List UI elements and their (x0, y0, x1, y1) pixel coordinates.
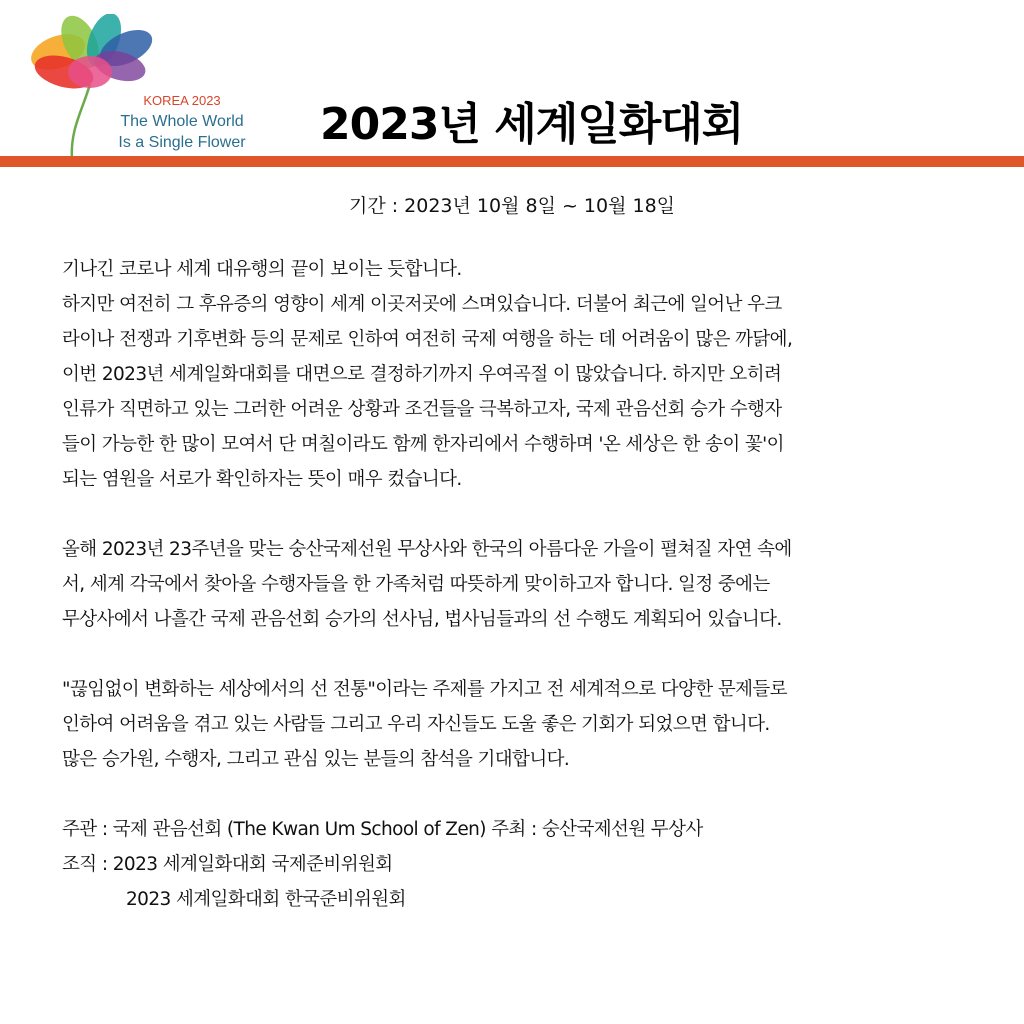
header-divider (0, 156, 1024, 167)
text-line: 기나긴 코로나 세계 대유행의 끝이 보이는 듯합니다. (62, 259, 462, 280)
text-line: 들이 가능한 한 많이 모여서 단 며칠이라도 함께 한자리에서 수행하며 '온 세상은 한 송이 꽃'이 (62, 434, 784, 455)
logo-year: KOREA 2023 (143, 93, 221, 108)
event-logo (28, 14, 258, 164)
text-line: 서, 세계 각국에서 찾아올 수행자들을 한 가족처럼 따뜻하게 맞이하고자 합니다. 일정 중에는 (62, 574, 770, 595)
text-line: 올해 2023년 23주년을 맞는 숭산국제선원 무상사와 한국의 아름다운 가을이 펼쳐질 자연 속에 (62, 539, 792, 560)
text-line: 되는 염원을 서로가 확인하자는 뜻이 매우 컸습니다. (62, 469, 462, 490)
text-line: "끊임없이 변화하는 세상에서의 선 전통"이라는 주제를 가지고 전 세계적으로 다양한 문제들로 (62, 679, 787, 700)
text-line: 하지만 여전히 그 후유증의 영향이 세계 이곳저곳에 스며있습니다. 더불어 최근에 일어난 우크 (62, 294, 782, 315)
organizing-committee-korea: 2023 세계일화대회 한국준비위원회 (126, 889, 406, 910)
text-line: 무상사에서 나흘간 국제 관음선회 승가의 선사님, 법사님들과의 선 수행도 계획되어 있습니다. (62, 609, 782, 630)
paragraph-gap (62, 777, 974, 812)
page-title: 2023년 세계일화대회 (320, 99, 744, 150)
logo-tagline-1: The Whole World (120, 113, 244, 130)
text-line: 이번 2023년 세계일화대회를 대면으로 결정하기까지 우여곡절 이 많았습니다. 하지만 오히려 (62, 364, 782, 385)
host-organizer: 주관 : 국제 관음선회 (The Kwan Um School of Zen) 주최 : 숭산국제선원 무상사 (62, 819, 703, 840)
text-line: 인류가 직면하고 있는 그러한 어려운 상황과 조건들을 극복하고자, 국제 관음선회 승가 수행자 (62, 399, 782, 420)
text-line: 인하여 어려움을 겪고 있는 사람들 그리고 우리 자신들도 도울 좋은 기회가 되었으면 합니다. (62, 714, 770, 735)
text-line: 라이나 전쟁과 기후변화 등의 문제로 인하여 여전히 국제 여행을 하는 데 어려움이 많은 까닭에, (62, 329, 793, 350)
paragraph-gap (62, 637, 974, 672)
paragraph-gap (62, 497, 974, 532)
logo-tagline-2: Is a Single Flower (118, 134, 246, 151)
event-period: 기간 : 2023년 10월 8일 ~ 10월 18일 (348, 195, 676, 217)
paragraph-intro (62, 252, 974, 497)
paragraph-welcome (62, 532, 974, 637)
text-line: 많은 승가원, 수행자, 그리고 관심 있는 분들의 참석을 기대합니다. (62, 749, 570, 770)
paragraph-theme (62, 672, 974, 777)
credits-section (62, 812, 974, 917)
announcement-body (62, 252, 974, 917)
organizing-committee-intl: 조직 : 2023 세계일화대회 국제준비위원회 (62, 854, 393, 875)
